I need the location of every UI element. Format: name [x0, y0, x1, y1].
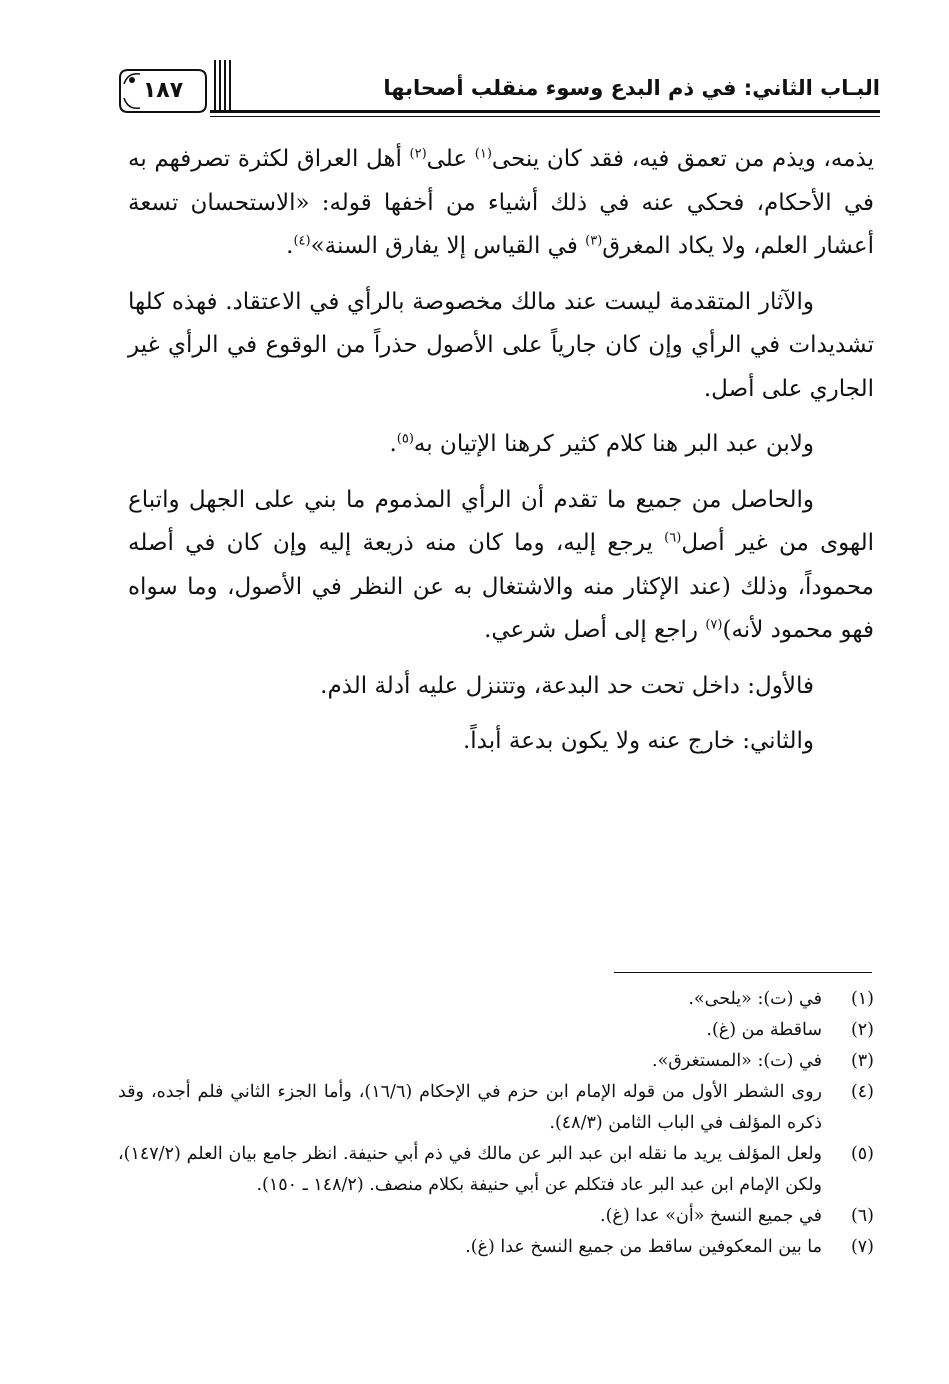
footnote-ref-7[interactable]: (٧)	[705, 617, 723, 633]
footnote-number: (٧)	[850, 1237, 874, 1257]
footnote-text: في (ت): «يلحى».	[688, 989, 822, 1009]
footnote-4	[118, 1077, 874, 1139]
paragraph-3: ولابن عبد البر هنا كلام كثير كرهنا الإتيان به$^{(٥)}$.	[389, 431, 814, 457]
footnote-number: (٣)	[850, 1051, 874, 1071]
paragraph-6: والثاني: خارج عنه ولا يكون بدعة أبداً.	[462, 728, 814, 754]
footnote-number: (٦)	[850, 1206, 874, 1226]
footnote-text: في (ت): «المستغرق».	[652, 1051, 822, 1071]
footnotes	[118, 984, 874, 1263]
paragraph-2: والآثار المتقدمة ليست عند مالك مخصوصة بالرأي في الاعتقاد. فهذه كلها تشديدات في الرأي وإن كان جارياً على الأصول حذراً من الوقوع في الرأي غير الجاري على أصل.	[128, 288, 874, 402]
footnote-text: ساقطة من (غ).	[706, 1020, 822, 1040]
footnote-separator	[614, 972, 872, 973]
header-rule-thin	[210, 116, 880, 117]
footnote-2	[118, 1015, 874, 1046]
paragraph-4: والحاصل من جميع ما تقدم أن الرأي المذموم ما بني على الجهل واتباع الهوى من غير أصل$^{(٦)}$ يرجع إليه، وما كان منه ذريعة إليه وإن كان في أصله محموداً، وذلك (عند الإكثار منه والاشتغال به عن النظر في الأصول، وما سواه فهو محمود لأنه)$^{(٧)}$ راجع إلى أصل شرعي.	[128, 486, 874, 643]
footnote-number: (٢)	[850, 1020, 874, 1040]
footnote-5	[118, 1139, 874, 1201]
footnote-number: (٤)	[850, 1082, 874, 1102]
footnote-ref-4[interactable]: (٤)	[293, 233, 311, 249]
footnote-text: روى الشطر الأول من قوله الإمام ابن حزم في الإحكام (١٦/٦)، وأما الجزء الثاني فلم أجده، وقد ذكره المؤلف في الباب الثامن (٤٨/٣).	[118, 1082, 822, 1133]
footnote-text: ولعل المؤلف يريد ما نقله ابن عبد البر عن مالك في ذم أبي حنيفة. انظر جامع بيان العلم (١٤٧/٢)، ولكن الإمام ابن عبد البر عاد فتكلم عن أبي حنيفة بكلام منصف. (١٤٨/٢ ـ ١٥٠).	[118, 1144, 822, 1195]
paragraph-1: يذمه، ويذم من تعمق فيه، فقد كان ينحى$^{(١)}$ على$^{(٢)}$ أهل العراق لكثرة تصرفهم به في الأحكام، فحكي عنه في ذلك أشياء من أخفها قوله: «الاستحسان تسعة أعشار العلم، ولا يكاد المغرق$^{(٣)}$ في القياس إلا يفارق السنة»$^{(٤)}$.	[128, 146, 874, 259]
footnote-ref-5[interactable]: (٥)	[396, 431, 414, 447]
main-text	[128, 138, 874, 776]
footnote-text: في جميع النسخ «أن» عدا (غ).	[600, 1206, 822, 1226]
page-header	[118, 58, 880, 120]
footnote-ref-2[interactable]: (٢)	[409, 146, 427, 162]
footnote-6	[118, 1201, 874, 1232]
footnote-number: (٥)	[850, 1144, 874, 1164]
paragraph-5: فالأول: داخل تحت حد البدعة، وتتنزل عليه أدلة الذم.	[320, 672, 814, 699]
footnote-7	[118, 1232, 874, 1263]
footnote-1	[118, 984, 874, 1015]
footnote-ref-6[interactable]: (٦)	[664, 530, 682, 546]
running-header-title: البـاب الثاني: في ذم البدع وسوء منقلب أصحابها	[383, 76, 880, 100]
header-rule	[210, 110, 880, 113]
header-ornament-bars	[214, 60, 232, 110]
footnote-ref-3[interactable]: (٣)	[585, 233, 603, 249]
footnote-ref-1[interactable]: (١)	[474, 146, 492, 162]
footnote-text: ما بين المعكوفين ساقط من جميع النسخ عدا (غ).	[465, 1237, 822, 1257]
page-number-badge	[118, 66, 204, 112]
footnote-number: (١)	[850, 989, 874, 1009]
page-number: ١٨٧	[142, 78, 184, 103]
footnote-3	[118, 1046, 874, 1077]
